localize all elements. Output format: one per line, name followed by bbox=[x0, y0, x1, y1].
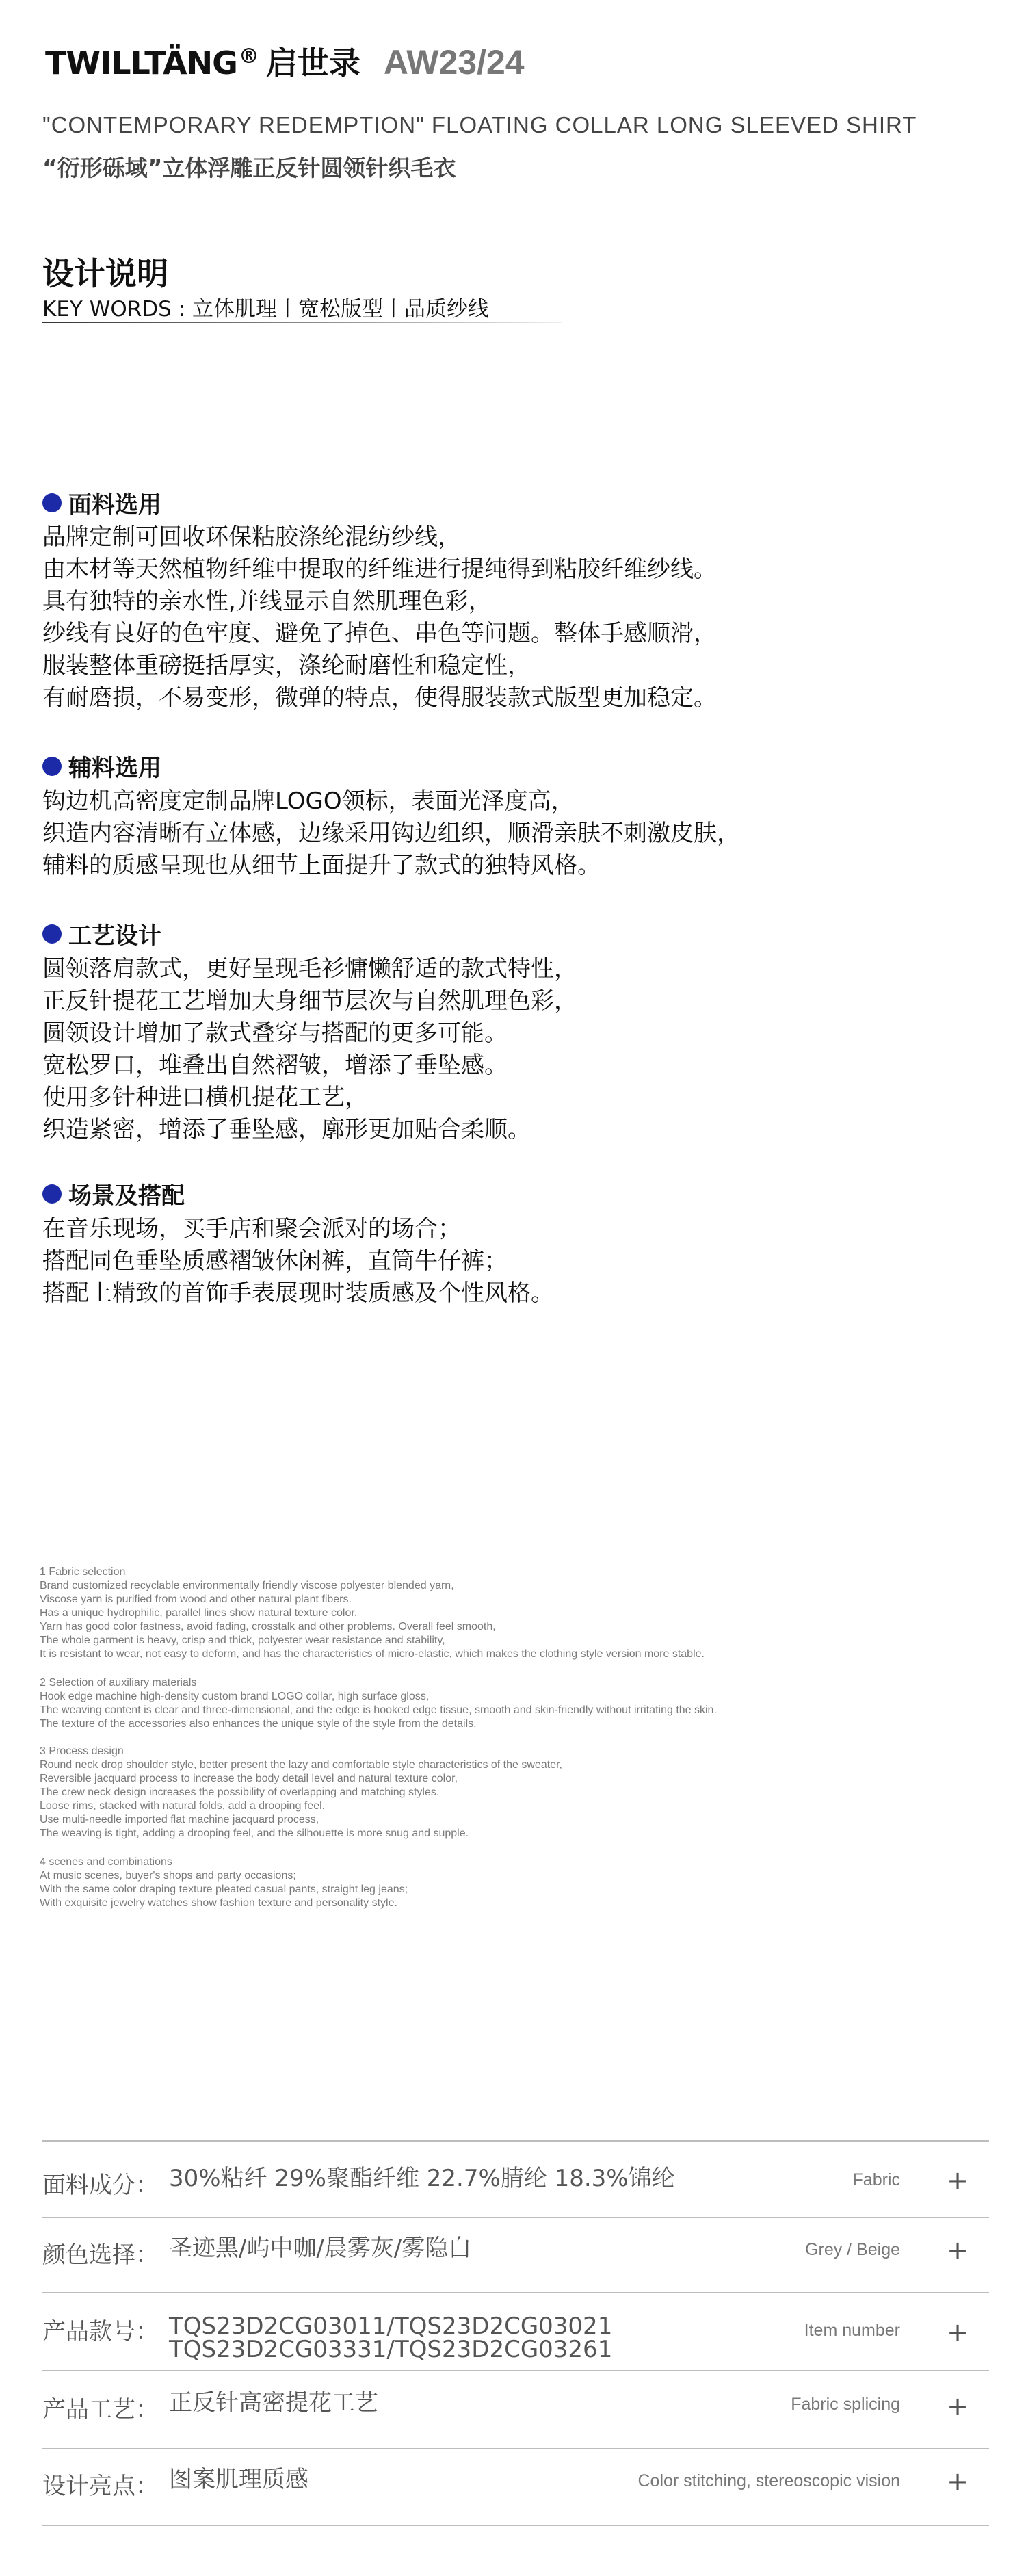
registered-mark: ® bbox=[238, 44, 259, 68]
body-line: 在音乐现场，买手店和聚会派对的场合； bbox=[42, 1215, 461, 1243]
spec-label: 设计亮点： bbox=[42, 2473, 159, 2500]
spec-label: 面料成分： bbox=[42, 2172, 159, 2199]
spec-row-item-number[interactable] bbox=[42, 2293, 989, 2369]
section-process-heading bbox=[42, 917, 161, 950]
note-line: Round neck drop shoulder style, better present the lazy and comfortable style characteristics of the sweater, bbox=[40, 1759, 562, 1771]
body-line: 搭配同色垂坠质感褶皱休闲裤，直筒牛仔裤； bbox=[42, 1247, 508, 1275]
section-accessories-body bbox=[42, 785, 740, 882]
section-scenes-body bbox=[42, 1213, 554, 1310]
body-line: 纱线有良好的色牢度、避免了掉色、串色等问题。整体手感顺滑， bbox=[42, 620, 717, 647]
spec-value: TQS23D2CG03011/TQS23D2CG03021 bbox=[169, 2313, 613, 2340]
body-line: 品牌定制可回收环保粘胶涤纶混纺纱线， bbox=[42, 523, 461, 551]
spec-value: 圣迹黑/屿中咖/晨雾灰/雾隐白 bbox=[169, 2235, 472, 2262]
body-line: 具有独特的亲水性,并线显示自然肌理色彩， bbox=[42, 588, 492, 615]
english-note-fabric bbox=[40, 1565, 705, 1661]
spec-label-en: Item number bbox=[804, 2321, 900, 2340]
body-line: 圆领落肩款式，更好呈现毛衫慵懒舒适的款式特性， bbox=[42, 955, 577, 983]
spec-value: 图案肌理质感 bbox=[169, 2466, 308, 2493]
note-line: Use multi-needle imported flat machine jacquard process, bbox=[40, 1814, 319, 1825]
note-line: The weaving content is clear and three-dimensional, and the edge is hooked edge tissue, smooth and skin-friendly without irritating the skin. bbox=[40, 1704, 717, 1716]
spec-label: 产品款号： bbox=[42, 2318, 159, 2345]
section-title: 场景及搭配 bbox=[68, 1182, 185, 1210]
design-heading: 设计说明 bbox=[42, 255, 168, 292]
spec-row-fabric[interactable] bbox=[42, 2142, 989, 2217]
spec-value: 30%粘纤 29%聚酯纤维 22.7%腈纶 18.3%锦纶 bbox=[169, 2165, 675, 2192]
note-line: The crew neck design increases the possibility of overlapping and matching styles. bbox=[40, 1786, 440, 1798]
note-line: 2 Selection of auxiliary materials bbox=[40, 1677, 197, 1689]
body-line: 服装整体重磅挺括厚实，涤纶耐磨性和稳定性， bbox=[42, 652, 531, 679]
english-note-process bbox=[40, 1745, 562, 1840]
bullet-dot-icon bbox=[42, 1184, 62, 1204]
spec-row-highlights[interactable] bbox=[42, 2449, 989, 2525]
brand-header bbox=[45, 38, 525, 83]
keywords-underline bbox=[42, 322, 562, 323]
section-title: 工艺设计 bbox=[68, 922, 161, 950]
bullet-dot-icon bbox=[42, 924, 62, 944]
bullet-dot-icon bbox=[42, 493, 62, 512]
spec-label-en: Fabric splicing bbox=[791, 2395, 900, 2414]
body-line: 钩边机高密度定制品牌LOGO领标，表面光泽度高， bbox=[42, 788, 575, 815]
bullet-dot-icon bbox=[42, 757, 62, 776]
section-process-body bbox=[42, 953, 577, 1146]
section-fabric-body bbox=[42, 521, 717, 714]
body-line: 由木材等天然植物纤维中提取的纤维进行提纯得到粘胶纤维纱线。 bbox=[42, 556, 717, 583]
spec-label: 颜色选择： bbox=[42, 2241, 159, 2269]
section-title: 辅料选用 bbox=[68, 755, 161, 782]
spec-row-process[interactable] bbox=[42, 2371, 989, 2447]
body-line: 有耐磨损，不易变形，微弹的特点，使得服装款式版型更加稳定。 bbox=[42, 684, 717, 712]
brand-chinese-name: 启世录 bbox=[265, 44, 360, 81]
note-line: It is resistant to wear, not easy to deform, and has the characteristics of micro-elastic, which makes the clothing style version more stable. bbox=[40, 1648, 705, 1660]
body-line: 正反针提花工艺增加大身细节层次与自然肌理色彩， bbox=[42, 987, 577, 1015]
expand-plus-icon[interactable]: + bbox=[947, 2467, 969, 2497]
english-note-accessories bbox=[40, 1676, 717, 1731]
spec-label-en: Color stitching, stereoscopic vision bbox=[637, 2471, 900, 2490]
note-line: The texture of the accessories also enhances the unique style of the style from the details. bbox=[40, 1718, 477, 1730]
note-line: The weaving is tight, adding a drooping feel, and the silhouette is more snug and supple. bbox=[40, 1827, 469, 1839]
spec-label-en: Grey / Beige bbox=[805, 2240, 900, 2259]
brand-logo: TWILLTÄNG bbox=[45, 44, 237, 81]
expand-plus-icon[interactable]: + bbox=[947, 2391, 969, 2421]
body-line: 宽松罗口，堆叠出自然褶皱，增添了垂坠感。 bbox=[42, 1052, 508, 1079]
body-line: 织造紧密，增添了垂坠感，廓形更加贴合柔顺。 bbox=[42, 1116, 531, 1143]
section-fabric-heading bbox=[42, 486, 161, 519]
expand-plus-icon[interactable]: + bbox=[947, 2317, 969, 2347]
english-note-scenes bbox=[40, 1856, 408, 1910]
spec-label-en: Fabric bbox=[852, 2170, 900, 2189]
note-line: At music scenes, buyer's shops and party occasions; bbox=[40, 1870, 296, 1882]
section-scenes-heading bbox=[42, 1177, 185, 1210]
body-line: 织造内容清晰有立体感，边缘采用钩边组织，顺滑亲肤不刺激皮肤， bbox=[42, 820, 740, 847]
note-line: 4 scenes and combinations bbox=[40, 1856, 172, 1868]
spec-row-color[interactable] bbox=[42, 2218, 989, 2293]
note-line: With the same color draping texture pleated casual pants, straight leg jeans; bbox=[40, 1884, 408, 1895]
section-title: 面料选用 bbox=[68, 491, 161, 519]
product-title-cn: “衍形砾域”立体浮雕正反针圆领针织毛衣 bbox=[42, 155, 456, 181]
section-accessories-heading bbox=[42, 749, 161, 783]
note-line: Has a unique hydrophilic, parallel lines show natural texture color, bbox=[40, 1607, 358, 1619]
spec-divider bbox=[42, 2525, 989, 2526]
spec-value-second-line: TQS23D2CG03331/TQS23D2CG03261 bbox=[169, 2336, 613, 2363]
expand-plus-icon[interactable]: + bbox=[947, 2165, 969, 2196]
note-line: The whole garment is heavy, crisp and thick, polyester wear resistance and stability, bbox=[40, 1635, 445, 1646]
spec-value: 正反针高密提花工艺 bbox=[169, 2389, 378, 2417]
body-line: 圆领设计增加了款式叠穿与搭配的更多可能。 bbox=[42, 1019, 508, 1047]
product-title-en: "CONTEMPORARY REDEMPTION" FLOATING COLLAR LONG SLEEVED SHIRT bbox=[42, 112, 917, 138]
body-line: 搭配上精致的首饰手表展现时装质感及个性风格。 bbox=[42, 1279, 554, 1307]
note-line: Loose rims, stacked with natural folds, add a drooping feel. bbox=[40, 1800, 326, 1812]
note-line: With exquisite jewelry watches show fashion texture and personality style. bbox=[40, 1897, 397, 1909]
note-line: Viscose yarn is purified from wood and other natural plant fibers. bbox=[40, 1593, 352, 1605]
note-line: 3 Process design bbox=[40, 1745, 124, 1757]
spec-label: 产品工艺： bbox=[42, 2396, 159, 2423]
body-line: 使用多针种进口横机提花工艺， bbox=[42, 1084, 368, 1111]
expand-plus-icon[interactable]: + bbox=[947, 2235, 969, 2265]
season-label: AW23/24 bbox=[383, 43, 525, 81]
note-line: Hook edge machine high-density custom brand LOGO collar, high surface gloss, bbox=[40, 1691, 430, 1702]
body-line: 辅料的质感呈现也从细节上面提升了款式的独特风格。 bbox=[42, 852, 601, 879]
note-line: 1 Fabric selection bbox=[40, 1566, 126, 1578]
keywords: KEY WORDS : 立体肌理丨宽松版型丨品质纱线 bbox=[42, 297, 489, 322]
note-line: Yarn has good color fastness, avoid fading, crosstalk and other problems. Overall feel smooth, bbox=[40, 1621, 496, 1632]
note-line: Brand customized recyclable environmentally friendly viscose polyester blended yarn, bbox=[40, 1580, 454, 1591]
note-line: Reversible jacquard process to increase the body detail level and natural texture color, bbox=[40, 1773, 458, 1784]
